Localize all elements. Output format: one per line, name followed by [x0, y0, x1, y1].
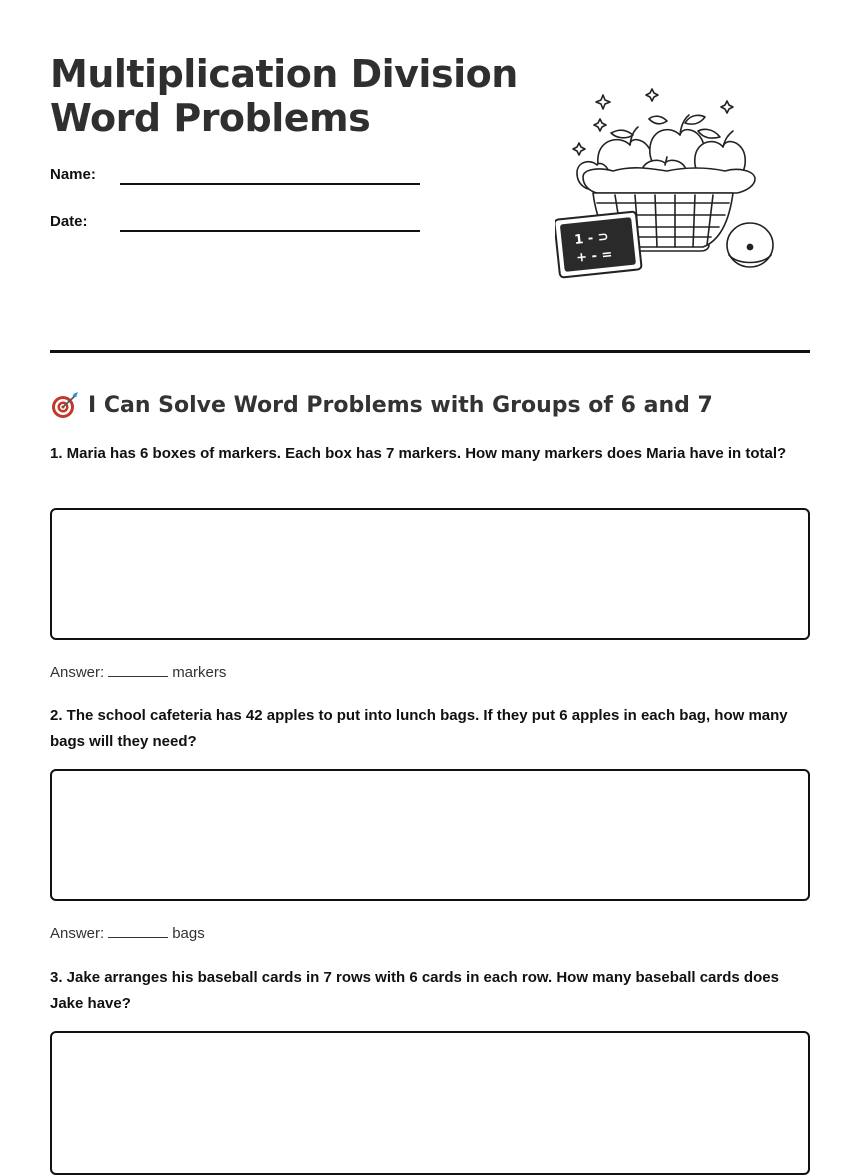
question-3-text: 3. Jake arranges his baseball cards in 7 rows with 6 cards in each row. How many baseball cards does Jake have? [50, 969, 779, 1012]
date-line[interactable] [120, 230, 420, 232]
answer-blank[interactable] [108, 924, 168, 938]
question-1-text: 1. Maria has 6 boxes of markers. Each box has 7 markers. How many markers does Maria have in total? [50, 445, 787, 462]
question-2-answer [50, 924, 205, 942]
chalkboard-row-2: + - = [575, 247, 614, 266]
section-heading-text: I Can Solve Word Problems with Groups of 6 and 7 [88, 392, 713, 418]
name-label: Name: [50, 166, 96, 183]
answer-unit: bags [172, 925, 205, 942]
question-2-text: 2. The school cafeteria has 42 apples to put into lunch bags. If they put 6 apples in each bag, how many bags will they need? [50, 707, 788, 750]
question-1-answer [50, 663, 226, 681]
target-dart-icon [50, 390, 80, 420]
date-label: Date: [50, 213, 88, 230]
name-line[interactable] [120, 183, 420, 185]
header-divider [50, 350, 810, 353]
name-field[interactable] [50, 166, 420, 190]
answer-prefix: Answer: [50, 925, 105, 942]
section-heading [50, 390, 713, 420]
answer-blank[interactable] [108, 663, 168, 677]
chalkboard-row-1: 1 - ⊃ [573, 229, 610, 248]
title-line-2: Word Problems [50, 96, 371, 140]
page-title [50, 52, 520, 140]
apple-basket-illustration [555, 85, 785, 285]
answer-unit: markers [172, 664, 227, 681]
question-3-work-box[interactable] [50, 1031, 810, 1175]
question-2-work-box[interactable] [50, 769, 810, 901]
answer-prefix: Answer: [50, 664, 105, 681]
date-field[interactable] [50, 213, 420, 237]
title-line-1: Multiplication Division [50, 52, 518, 96]
question-1-work-box[interactable] [50, 508, 810, 640]
